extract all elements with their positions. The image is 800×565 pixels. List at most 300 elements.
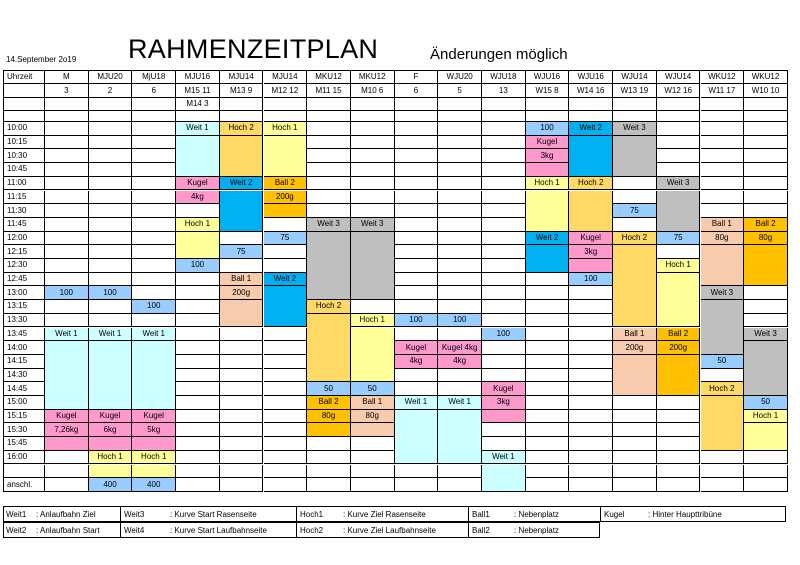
- schedule-cell: [482, 465, 526, 492]
- schedule-cell: 80g: [351, 410, 395, 424]
- schedule-cell: [176, 136, 220, 177]
- empty-cell: [45, 191, 89, 205]
- empty-cell: [438, 286, 482, 300]
- group-count-extra: [132, 98, 176, 111]
- legend-key: Hoch1: [300, 510, 324, 519]
- schedule-cell: 50: [744, 396, 788, 410]
- empty-cell: [176, 355, 220, 369]
- empty-cell: [613, 423, 657, 437]
- schedule-cell: [89, 465, 133, 479]
- empty-cell: [482, 218, 526, 232]
- group-header: WJU14: [613, 70, 657, 84]
- group-count-extra: [45, 98, 89, 111]
- schedule-cell: Weit 1: [482, 451, 526, 465]
- schedule-cell: Hoch 2: [307, 300, 351, 314]
- schedule-cell: [438, 410, 482, 465]
- legend-key: Weit1: [6, 510, 27, 519]
- schedule-cell: [351, 232, 395, 301]
- schedule-cell: [613, 355, 657, 396]
- schedule-cell: Ball 2: [264, 177, 308, 191]
- empty-cell: [569, 437, 613, 451]
- group-count: 6: [395, 84, 439, 98]
- empty-cell: [176, 328, 220, 342]
- schedule-cell: Hoch 2: [613, 232, 657, 246]
- empty-cell: [176, 451, 220, 465]
- empty-cell: [132, 136, 176, 150]
- schedule-cell: Weit 3: [744, 328, 788, 342]
- empty-cell: [613, 465, 657, 479]
- empty-cell: [220, 423, 264, 437]
- empty-cell: [132, 245, 176, 259]
- empty-cell: [89, 245, 133, 259]
- group-header: WJU16: [569, 70, 613, 84]
- schedule-cell: 100: [438, 314, 482, 328]
- empty-cell: [307, 465, 351, 479]
- empty-cell: [657, 437, 701, 451]
- group-count-extra: [264, 98, 308, 111]
- empty-cell: [351, 300, 395, 314]
- empty-cell: [220, 382, 264, 396]
- empty-cell: [45, 465, 89, 479]
- empty-cell: [744, 286, 788, 300]
- schedule-cell: [395, 410, 439, 465]
- schedule-cell: [701, 300, 745, 355]
- empty-cell: [744, 177, 788, 191]
- group-count-extra: [744, 98, 788, 111]
- empty-cell: [569, 451, 613, 465]
- empty-cell: [220, 396, 264, 410]
- group-header: MJU14: [220, 70, 264, 84]
- empty-cell: [526, 341, 570, 355]
- empty-cell: [220, 328, 264, 342]
- schedule-cell: 3kg: [569, 245, 613, 259]
- legend-key: Hoch2: [300, 526, 324, 535]
- legend-description: : Kurve Start Laufbahnseite: [170, 526, 267, 535]
- group-count-extra: [89, 98, 133, 111]
- time-label: 10:45: [3, 163, 45, 177]
- empty-cell: [89, 204, 133, 218]
- schedule-cell: 50: [701, 355, 745, 369]
- empty-cell: [482, 204, 526, 218]
- schedule-cell: [613, 136, 657, 177]
- group-count-extra: [482, 98, 526, 111]
- schedule-cell: 75: [613, 204, 657, 218]
- empty-cell: [45, 232, 89, 246]
- schedule-cell: Kugel: [482, 382, 526, 396]
- group-count-extra: [395, 98, 439, 111]
- schedule-cell: Kugel: [526, 136, 570, 150]
- schedule-cell: Weit 1: [395, 396, 439, 410]
- empty-cell: [657, 410, 701, 424]
- schedule-cell: Weit 1: [176, 122, 220, 136]
- schedule-cell: [220, 300, 264, 327]
- schedule-cell: [264, 286, 308, 327]
- empty-cell: [744, 300, 788, 314]
- changes-note: Änderungen möglich: [430, 46, 568, 63]
- empty-cell: [438, 191, 482, 205]
- schedule-cell: 5kg: [132, 423, 176, 437]
- schedule-cell: 3kg: [526, 149, 570, 163]
- empty-cell: [395, 369, 439, 383]
- group-header: WJU18: [482, 70, 526, 84]
- schedule-cell: [569, 191, 613, 232]
- group-count: 3: [45, 84, 89, 98]
- empty-cell: [482, 437, 526, 451]
- time-label: 13:00: [3, 286, 45, 300]
- empty-cell: [264, 478, 308, 492]
- schedule-cell: [89, 437, 133, 451]
- empty-cell: [264, 259, 308, 273]
- time-label: 13:30: [3, 314, 45, 328]
- schedule-cell: Kugel: [89, 410, 133, 424]
- header-spacer: [132, 111, 176, 122]
- empty-cell: [395, 191, 439, 205]
- empty-cell: [89, 300, 133, 314]
- schedule-cell: [569, 259, 613, 273]
- schedule-cell: [744, 341, 788, 396]
- legend-key: Weit3: [124, 510, 145, 519]
- empty-cell: [701, 465, 745, 479]
- schedule-cell: 100: [395, 314, 439, 328]
- legend-description: : Nebenplatz: [514, 526, 559, 535]
- empty-cell: [264, 382, 308, 396]
- empty-cell: [438, 369, 482, 383]
- empty-cell: [264, 465, 308, 479]
- empty-cell: [89, 273, 133, 287]
- empty-cell: [176, 369, 220, 383]
- empty-cell: [744, 191, 788, 205]
- empty-cell: [395, 232, 439, 246]
- empty-cell: [657, 423, 701, 437]
- group-count: M10 6: [351, 84, 395, 98]
- schedule-cell: [132, 437, 176, 451]
- schedule-cell: [526, 163, 570, 177]
- header-spacer: [89, 111, 133, 122]
- empty-cell: [395, 218, 439, 232]
- empty-cell: [395, 245, 439, 259]
- empty-cell: [482, 355, 526, 369]
- empty-cell: [351, 149, 395, 163]
- group-count: W12 16: [657, 84, 701, 98]
- header-spacer: [526, 111, 570, 122]
- empty-cell: [701, 191, 745, 205]
- empty-cell: [132, 273, 176, 287]
- group-count-extra: M14 3: [176, 98, 220, 111]
- empty-cell: [45, 177, 89, 191]
- group-count: M12 12: [264, 84, 308, 98]
- empty-cell: [220, 341, 264, 355]
- schedule-cell: [482, 410, 526, 424]
- schedule-cell: 100: [482, 328, 526, 342]
- schedule-cell: Hoch 1: [744, 410, 788, 424]
- empty-cell: [744, 465, 788, 479]
- empty-cell: [89, 149, 133, 163]
- time-header-blank: [3, 98, 45, 111]
- empty-cell: [395, 149, 439, 163]
- header-spacer: [264, 111, 308, 122]
- empty-cell: [657, 163, 701, 177]
- empty-cell: [438, 136, 482, 150]
- time-label: 15:00: [3, 396, 45, 410]
- group-count-extra: [569, 98, 613, 111]
- header-spacer: [176, 111, 220, 122]
- time-header-spacer: [3, 111, 45, 122]
- schedule-cell: [264, 136, 308, 177]
- empty-cell: [657, 245, 701, 259]
- empty-cell: [657, 136, 701, 150]
- empty-cell: [613, 410, 657, 424]
- empty-cell: [438, 259, 482, 273]
- schedule-cell: 100: [89, 286, 133, 300]
- schedule-cell: 100: [569, 273, 613, 287]
- group-header: WJU20: [438, 70, 482, 84]
- empty-cell: [526, 437, 570, 451]
- legend-key: Kugel: [604, 510, 625, 519]
- schedule-cell: 100: [132, 300, 176, 314]
- empty-cell: [132, 259, 176, 273]
- empty-cell: [220, 369, 264, 383]
- group-count: M11 15: [307, 84, 351, 98]
- schedule-cell: Weit 1: [45, 328, 89, 342]
- schedule-cell: [701, 245, 745, 286]
- empty-cell: [744, 204, 788, 218]
- time-header: Uhrzeit: [3, 70, 45, 84]
- empty-cell: [220, 232, 264, 246]
- empty-cell: [176, 410, 220, 424]
- empty-cell: [176, 382, 220, 396]
- schedule-cell: 100: [45, 286, 89, 300]
- empty-cell: [45, 204, 89, 218]
- schedule-cell: [569, 136, 613, 177]
- schedule-cell: [89, 341, 133, 410]
- schedule-cell: Kugel: [176, 177, 220, 191]
- empty-cell: [264, 451, 308, 465]
- schedule-cell: 6kg: [89, 423, 133, 437]
- header-date: 14.September 2o19: [6, 55, 77, 64]
- empty-cell: [438, 177, 482, 191]
- schedule-cell: Hoch 1: [351, 314, 395, 328]
- empty-cell: [569, 478, 613, 492]
- group-count-extra: [307, 98, 351, 111]
- empty-cell: [176, 341, 220, 355]
- empty-cell: [701, 369, 745, 383]
- empty-cell: [744, 314, 788, 328]
- empty-cell: [220, 478, 264, 492]
- schedule-cell: [132, 341, 176, 410]
- empty-cell: [744, 149, 788, 163]
- empty-cell: [395, 478, 439, 492]
- empty-cell: [569, 410, 613, 424]
- empty-cell: [395, 382, 439, 396]
- header-spacer: [744, 111, 788, 122]
- empty-cell: [438, 232, 482, 246]
- empty-cell: [482, 341, 526, 355]
- empty-cell: [132, 218, 176, 232]
- empty-cell: [482, 122, 526, 136]
- empty-cell: [526, 451, 570, 465]
- time-label: 14:30: [3, 369, 45, 383]
- schedule-cell: [307, 423, 351, 437]
- empty-cell: [526, 355, 570, 369]
- empty-cell: [569, 369, 613, 383]
- header-spacer: [438, 111, 482, 122]
- schedule-cell: [307, 314, 351, 383]
- header-spacer: [307, 111, 351, 122]
- schedule-cell: 50: [351, 382, 395, 396]
- empty-cell: [132, 149, 176, 163]
- empty-cell: [89, 136, 133, 150]
- schedule-cell: Weit 3: [307, 218, 351, 232]
- schedule-cell: [45, 437, 89, 451]
- empty-cell: [220, 355, 264, 369]
- empty-cell: [438, 122, 482, 136]
- legend-description: : Nebenplatz: [514, 510, 559, 519]
- empty-cell: [132, 191, 176, 205]
- group-header: MjU18: [132, 70, 176, 84]
- legend-key: Weit2: [6, 526, 27, 535]
- group-count: 5: [438, 84, 482, 98]
- empty-cell: [657, 451, 701, 465]
- time-label: [3, 465, 45, 479]
- group-header: WKU12: [701, 70, 745, 84]
- schedule-cell: Hoch 1: [132, 451, 176, 465]
- schedule-cell: 75: [264, 232, 308, 246]
- schedule-cell: [220, 191, 264, 232]
- empty-cell: [132, 232, 176, 246]
- empty-cell: [526, 410, 570, 424]
- empty-cell: [701, 451, 745, 465]
- group-count-extra: [351, 98, 395, 111]
- empty-cell: [351, 478, 395, 492]
- empty-cell: [307, 136, 351, 150]
- empty-cell: [395, 300, 439, 314]
- empty-cell: [482, 136, 526, 150]
- empty-cell: [701, 163, 745, 177]
- time-label: 11:15: [3, 191, 45, 205]
- time-label: 11:30: [3, 204, 45, 218]
- empty-cell: [132, 177, 176, 191]
- time-label: 10:15: [3, 136, 45, 150]
- empty-cell: [307, 163, 351, 177]
- schedule-cell: 200g: [657, 341, 701, 355]
- schedule-cell: 400: [132, 478, 176, 492]
- empty-cell: [482, 314, 526, 328]
- empty-cell: [45, 259, 89, 273]
- schedule-cell: Hoch 1: [657, 259, 701, 273]
- empty-cell: [482, 259, 526, 273]
- empty-cell: [176, 423, 220, 437]
- empty-cell: [45, 478, 89, 492]
- empty-cell: [176, 273, 220, 287]
- empty-cell: [176, 314, 220, 328]
- schedule-cell: [657, 273, 701, 328]
- empty-cell: [307, 437, 351, 451]
- empty-cell: [264, 423, 308, 437]
- empty-cell: [744, 478, 788, 492]
- page-title: RAHMENZEITPLAN: [128, 34, 379, 64]
- empty-cell: [45, 218, 89, 232]
- empty-cell: [220, 410, 264, 424]
- empty-cell: [89, 177, 133, 191]
- empty-cell: [351, 177, 395, 191]
- schedule-cell: 200g: [613, 341, 657, 355]
- empty-cell: [482, 423, 526, 437]
- schedule-cell: [132, 465, 176, 479]
- header-spacer: [45, 111, 89, 122]
- empty-cell: [45, 163, 89, 177]
- empty-cell: [526, 382, 570, 396]
- legend-description: : Anlaufbahn Start: [36, 526, 100, 535]
- empty-cell: [264, 328, 308, 342]
- header-spacer: [351, 111, 395, 122]
- empty-cell: [89, 259, 133, 273]
- group-header: F: [395, 70, 439, 84]
- legend-description: : Hinter Haupttribüne: [648, 510, 722, 519]
- empty-cell: [307, 149, 351, 163]
- schedule-cell: 75: [657, 232, 701, 246]
- legend-key: Weit4: [124, 526, 145, 535]
- empty-cell: [438, 273, 482, 287]
- empty-cell: [45, 122, 89, 136]
- empty-cell: [395, 259, 439, 273]
- time-label: 13:45: [3, 328, 45, 342]
- empty-cell: [526, 328, 570, 342]
- group-count-extra: [701, 98, 745, 111]
- schedule-cell: [657, 355, 701, 396]
- empty-cell: [307, 177, 351, 191]
- schedule-cell: Hoch 1: [89, 451, 133, 465]
- empty-cell: [264, 369, 308, 383]
- empty-cell: [526, 300, 570, 314]
- empty-cell: [395, 122, 439, 136]
- group-header: MJU16: [176, 70, 220, 84]
- empty-cell: [307, 478, 351, 492]
- schedule-cell: [307, 232, 351, 301]
- empty-cell: [438, 300, 482, 314]
- header-spacer: [220, 111, 264, 122]
- time-label: 12:00: [3, 232, 45, 246]
- time-label: 10:00: [3, 122, 45, 136]
- header-spacer: [613, 111, 657, 122]
- empty-cell: [89, 218, 133, 232]
- empty-cell: [395, 204, 439, 218]
- schedule-cell: Weit 1: [132, 328, 176, 342]
- empty-cell: [45, 149, 89, 163]
- group-header: WJU14: [657, 70, 701, 84]
- empty-cell: [526, 423, 570, 437]
- empty-cell: [482, 273, 526, 287]
- time-label: 11:00: [3, 177, 45, 191]
- empty-cell: [176, 286, 220, 300]
- empty-cell: [744, 136, 788, 150]
- empty-cell: [482, 191, 526, 205]
- schedule-cell: [613, 245, 657, 327]
- schedule-cell: [176, 232, 220, 259]
- empty-cell: [395, 273, 439, 287]
- group-header: MJU14: [264, 70, 308, 84]
- empty-cell: [569, 396, 613, 410]
- schedule-cell: Hoch 1: [176, 218, 220, 232]
- schedule-cell: 3kg: [482, 396, 526, 410]
- schedule-cell: 75: [220, 245, 264, 259]
- empty-cell: [438, 163, 482, 177]
- empty-cell: [526, 314, 570, 328]
- empty-cell: [526, 369, 570, 383]
- group-header: MKU12: [307, 70, 351, 84]
- empty-cell: [220, 451, 264, 465]
- group-count: 6: [132, 84, 176, 98]
- empty-cell: [351, 136, 395, 150]
